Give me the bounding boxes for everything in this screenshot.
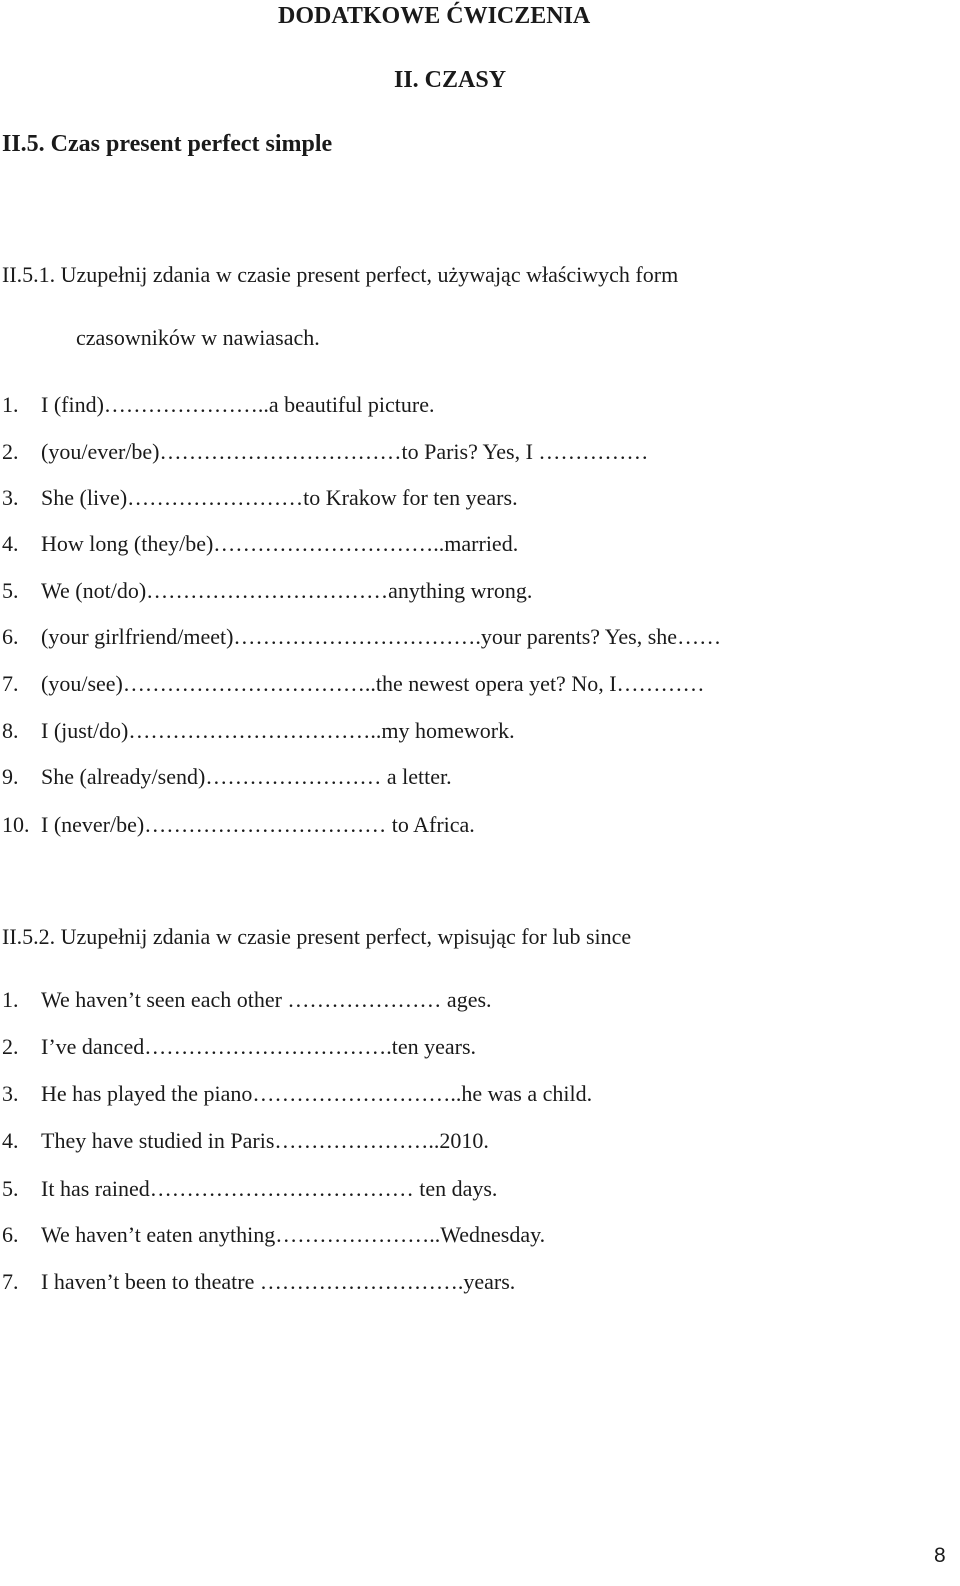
- item-number: 3.: [2, 485, 19, 510]
- item-number: 7.: [2, 1269, 19, 1294]
- item-text: I’ve danced…………………………….ten years.: [41, 1034, 477, 1059]
- item-text: We haven’t eaten anything…………………..Wednesday.: [41, 1222, 546, 1247]
- chapter-heading: II. CZASY: [394, 67, 507, 93]
- item-text: They have studied in Paris…………………..2010.: [41, 1128, 489, 1153]
- section-heading: II.5. Czas present perfect simple: [2, 131, 333, 157]
- item-text: She (live)……………………to Krakow for ten years.: [41, 485, 518, 510]
- item-number: 2.: [2, 1034, 19, 1059]
- item-text: (your girlfriend/meet)…………………………….your parents? Yes, she……: [41, 624, 722, 649]
- item-number: 4.: [2, 531, 19, 556]
- document-title: DODATKOWE ĆWICZENIA: [278, 3, 591, 29]
- item-text: (you/ever/be)……………………………to Paris? Yes, I ……………: [41, 439, 649, 464]
- item-number: 3.: [2, 1081, 19, 1106]
- page-number: 8: [934, 1544, 946, 1567]
- item-number: 7.: [2, 671, 19, 696]
- item-number: 4.: [2, 1128, 19, 1153]
- item-number: 5.: [2, 578, 19, 603]
- item-number: 9.: [2, 764, 19, 789]
- exercise1-instruction-line2: czasowników w nawiasach.: [76, 325, 320, 350]
- item-text: I (just/do)……………………………..my homework.: [41, 718, 515, 743]
- item-number: 10.: [2, 812, 30, 837]
- item-text: I (never/be)…………………………… to Africa.: [41, 812, 475, 837]
- item-text: He has played the piano………………………..he was a child.: [41, 1081, 593, 1106]
- item-number: 2.: [2, 439, 19, 464]
- item-text: I (find)…………………..a beautiful picture.: [41, 392, 435, 417]
- item-text: We (not/do)……………………………anything wrong.: [41, 578, 533, 603]
- item-number: 1.: [2, 392, 19, 417]
- item-number: 5.: [2, 1176, 19, 1201]
- exercise2-instruction: II.5.2. Uzupełnij zdania w czasie present perfect, wpisując for lub since: [2, 924, 632, 949]
- item-text: How long (they/be)…………………………..married.: [41, 531, 519, 556]
- item-number: 8.: [2, 718, 19, 743]
- item-text: We haven’t seen each other ………………… ages.: [41, 987, 492, 1012]
- exercise1-instruction-line1: II.5.1. Uzupełnij zdania w czasie present perfect, używając właściwych form: [2, 262, 679, 287]
- item-text: I haven’t been to theatre ……………………….years.: [41, 1269, 516, 1294]
- item-text: (you/see)……………………………..the newest opera yet? No, I…………: [41, 671, 705, 696]
- item-number: 6.: [2, 624, 19, 649]
- item-number: 6.: [2, 1222, 19, 1247]
- item-text: She (already/send)…………………… a letter.: [41, 764, 452, 789]
- item-number: 1.: [2, 987, 19, 1012]
- item-text: It has rained……………………………… ten days.: [41, 1176, 498, 1201]
